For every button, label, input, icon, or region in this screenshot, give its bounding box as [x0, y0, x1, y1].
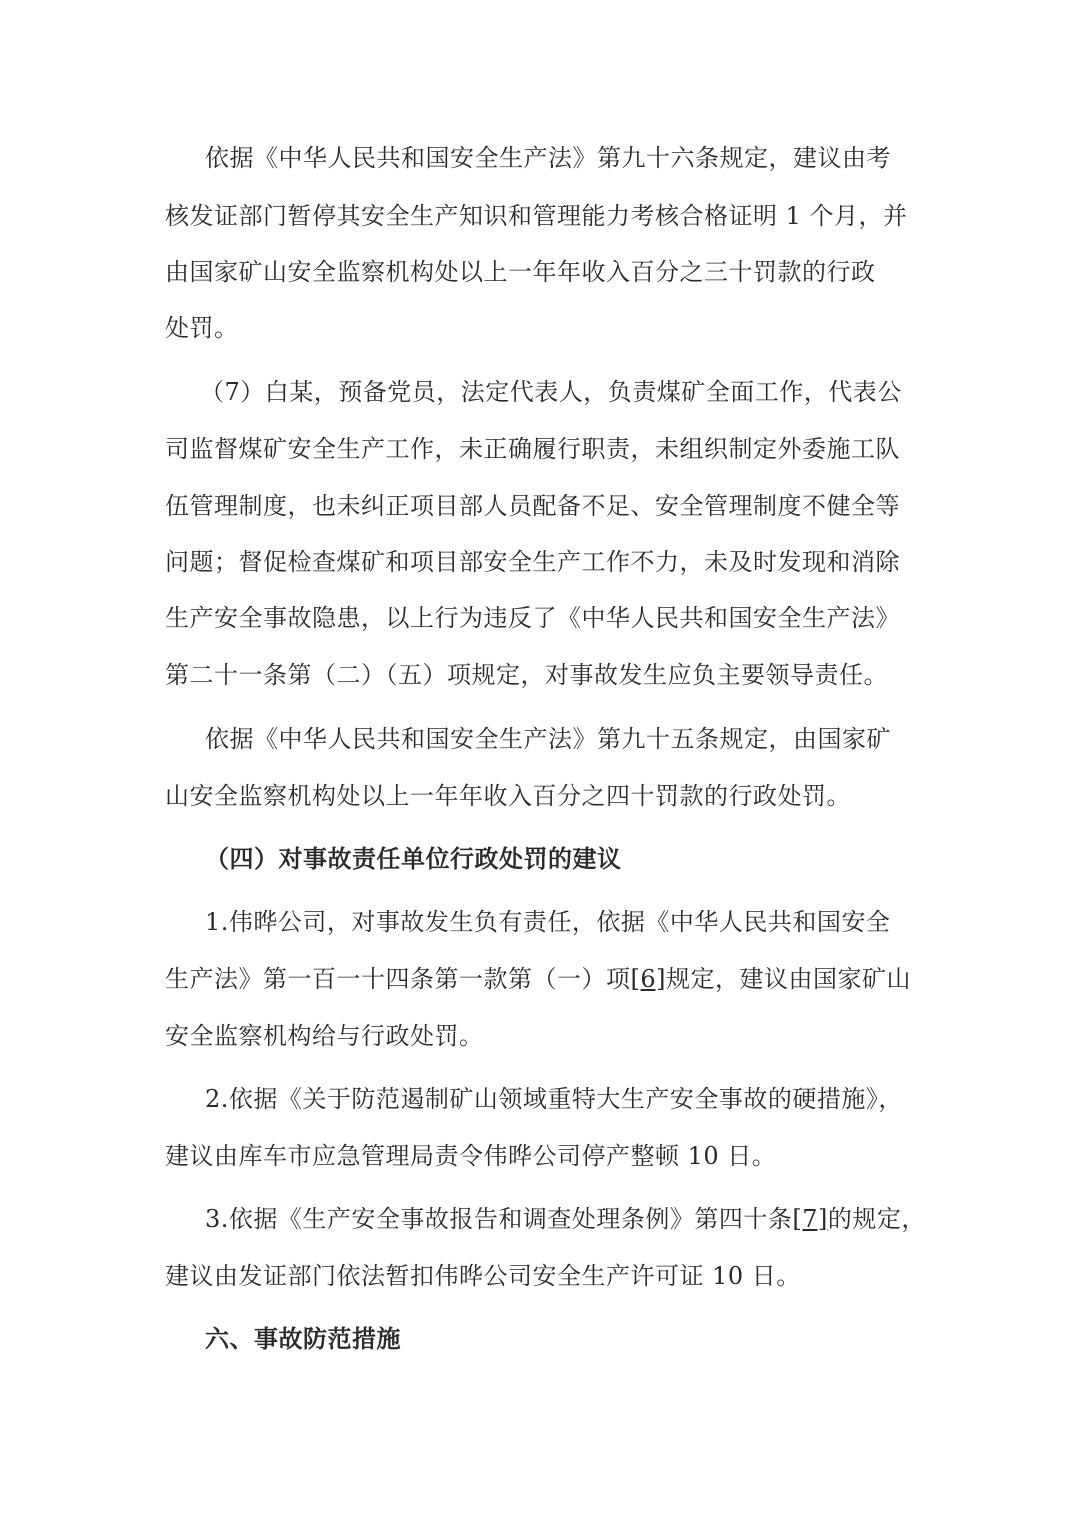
- paragraph-line: [205, 1203, 926, 1235]
- paragraph-line: 伍管理制度，也未纠正项目部人员配备不足、安全管理制度不健全等: [165, 492, 900, 520]
- paragraph-line: 安全监察机构给与行政处罚。: [165, 1022, 484, 1050]
- paragraph-line: 建议由库车市应急管理局责令伟晔公司停产整顿 10 日。: [165, 1142, 777, 1170]
- paragraph-line: 问题；督促检查煤矿和项目部安全生产工作不力，未及时发现和消除: [165, 548, 900, 576]
- line-text: 的规定，: [827, 1205, 926, 1233]
- paragraph-line: 司监督煤矿安全生产工作，未正确履行职责，未组织制定外委施工队: [165, 435, 900, 463]
- paragraph-line: （7）白某，预备党员，法定代表人，负责煤矿全面工作，代表公: [200, 378, 902, 406]
- paragraph-line: 由国家矿山安全监察机构处以上一年年收入百分之三十罚款的行政: [165, 258, 876, 286]
- paragraph-line: 2.依据《关于防范遏制矿山领域重特大生产安全事故的硬措施》，: [205, 1085, 903, 1113]
- paragraph-line: 依据《中华人民共和国安全生产法》第九十六条规定，建议由考: [205, 144, 891, 172]
- line-text: 生产法》第一百一十四条第一款第（一）项: [165, 965, 631, 993]
- paragraph-line: 生产安全事故隐患，以上行为违反了《中华人民共和国安全生产法》: [165, 604, 900, 632]
- paragraph-line: 处罚。: [165, 314, 239, 342]
- paragraph-line: 第二十一条第（二）（五）项规定，对事故发生应负主要领导责任。: [165, 661, 888, 689]
- footnote-link-6[interactable]: [6]: [630, 965, 666, 993]
- line-text: 规定，建议由国家矿山: [666, 965, 911, 993]
- paragraph-line: [165, 963, 911, 995]
- paragraph-line: 1.伟晔公司，对事故发生负有责任，依据《中华人民共和国安全: [205, 908, 891, 936]
- paragraph-line: 建议由发证部门依法暂扣伟晔公司安全生产许可证 10 日。: [165, 1262, 801, 1290]
- paragraph-line: 核发证部门暂停其安全生产知识和管理能力考核合格证明 1 个月，并: [165, 202, 908, 230]
- footnote-link-7[interactable]: [7]: [792, 1205, 828, 1233]
- line-text: 3.依据《生产安全事故报告和调查处理条例》第四十条: [205, 1205, 793, 1233]
- paragraph-line: 依据《中华人民共和国安全生产法》第九十五条规定，由国家矿: [205, 725, 891, 753]
- paragraph-line: 山安全监察机构处以上一年年收入百分之四十罚款的行政处罚。: [165, 782, 851, 810]
- section-heading: 六、事故防范措施: [205, 1324, 401, 1353]
- section-heading: （四）对事故责任单位行政处罚的建议: [205, 844, 622, 873]
